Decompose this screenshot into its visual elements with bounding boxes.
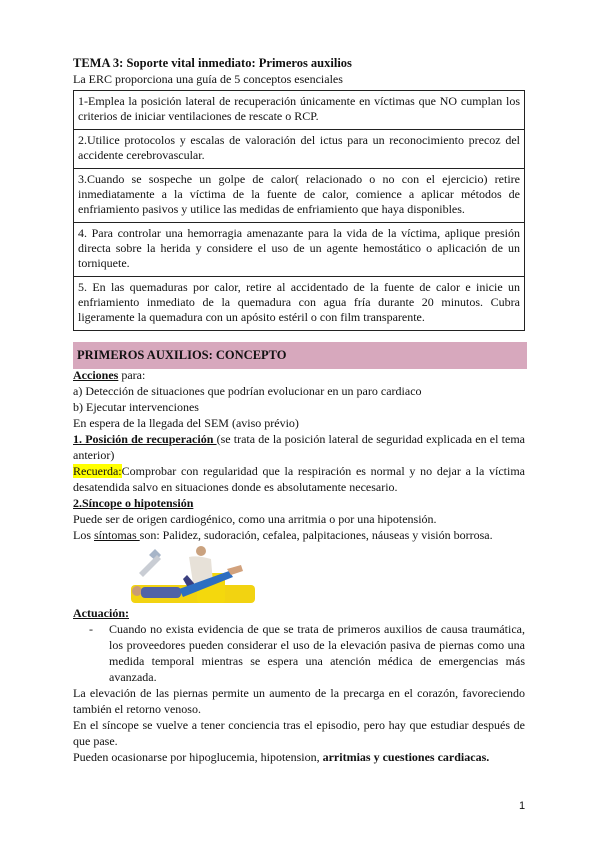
conciencia-paragraph: En el síncope se vuelve a tener conciencia tras el episodio, pero hay que estudiar después de que pase.: [73, 718, 525, 748]
table-row: [74, 91, 525, 130]
leg-elevation-illustration: [131, 545, 261, 605]
espera-text: En espera de la llegada del SEM (aviso prévio): [73, 416, 299, 430]
causas-pre: Pueden ocasionarse por hipoglucemia, hipotension,: [73, 750, 323, 764]
acciones-label: Acciones: [73, 368, 119, 382]
intro-text: La ERC proporciona una guía de 5 conceptos esenciales: [73, 72, 343, 86]
item-a: a) Detección de situaciones que podrían evolucionar en un paro cardiaco: [73, 384, 422, 398]
concept-cell: 4. Para controlar una hemorragia amenazante para la vida de la víctima, aplique presión directa sobre la herida y considere el uso de un agente hemostático o aplicación de un torniquete.: [74, 223, 525, 277]
sintomas-pre: Los: [73, 528, 94, 542]
patient-head: [132, 586, 142, 596]
causas-bold: arritmias y cuestiones cardiacas.: [322, 750, 490, 764]
concept-cell: 3.Cuando se sospeche un golpe de calor( relacionado o no con el ejercicio) retire inmediatamente a la víctima de la fuente de calor, comience a aplicar métodos de enfriamiento pasivos y utilice las medidas de enfriamiento que haya disponibles.: [74, 169, 525, 223]
causas-paragraph: [73, 749, 525, 765]
section-heading: PRIMEROS AUXILIOS: CONCEPTO: [77, 348, 287, 362]
bullet-item: [73, 621, 525, 685]
acciones-rest: para:: [118, 368, 146, 382]
helper-head: [196, 546, 206, 556]
sintomas-word: síntomas: [94, 528, 140, 542]
bullet-dash: -: [89, 622, 93, 636]
elevacion-paragraph: La elevación de las piernas permite un aumento de la precarga en el corazón, favoreciendo también el retorno venoso.: [73, 686, 525, 716]
posicion-heading: 1. Posición de recuperación: [73, 432, 217, 446]
acciones-line: [73, 367, 525, 383]
table-row: [74, 223, 525, 277]
sintomas-rest: son: Palidez, sudoración, cefalea, palpitaciones, náuseas y visión borrosa.: [139, 528, 493, 542]
table-row: [74, 169, 525, 223]
concept-cell: 5. En las quemaduras por calor, retire al accidentado de la fuente de calor e inicie un enfriamiento inmediato de la quemadura con agua fría durante 20 minutos. Cubra ligeramente la quemadura con un apósito estéril o con film transparente.: [74, 277, 525, 331]
section-heading-band: [73, 342, 527, 369]
concept-cell: 2.Utilice protocolos y escalas de valoración del ictus para un reconocimiento precoz del accidente cerebrovascular.: [74, 130, 525, 169]
actuacion-heading: Actuación:: [73, 606, 129, 620]
recuerda-rest: Comprobar con regularidad que la respiración es normal y no dejar a la víctima desatendida salvo en situaciones donde es absolutamente necesario.: [73, 464, 525, 494]
sintomas-line: [73, 527, 525, 543]
origen-text: Puede ser de origen cardiogénico, como una arritmia o por una hipotensión.: [73, 512, 437, 526]
sincope-heading: 2.Síncope o hipotensión: [73, 496, 194, 510]
posicion-rest: (se trata de la posición lateral de seguridad explicada en el tema anterior): [73, 432, 525, 462]
leg-elevation-image: [131, 545, 261, 605]
table-row: [74, 277, 525, 331]
recuerda-label: Recuerda:: [73, 464, 122, 478]
page-title: TEMA 3: Soporte vital inmediato: Primeros auxilios: [73, 56, 352, 70]
concept-cell: 1-Emplea la posición lateral de recuperación únicamente en víctimas que NO cumplan los criterios de iniciar ventilaciones de rescate o RCP.: [74, 91, 525, 130]
recuerda-paragraph: [73, 463, 525, 495]
posicion-paragraph: [73, 431, 525, 463]
document-body: [73, 367, 525, 765]
concepts-table: [73, 90, 525, 331]
patient-body: [141, 587, 181, 598]
bullet-text: Cuando no exista evidencia de que se trata de primeros auxilios de causa traumática, los proveedores pueden considerar el uso de la elevación pasiva de piernas como una medida temporal mientras se espera una atención médica de emergencias más avanzada.: [109, 622, 525, 684]
item-b: b) Ejecutar intervenciones: [73, 400, 199, 414]
helper-arm-shape: [139, 555, 161, 577]
page-number: 1: [519, 800, 526, 812]
table-row: [74, 130, 525, 169]
